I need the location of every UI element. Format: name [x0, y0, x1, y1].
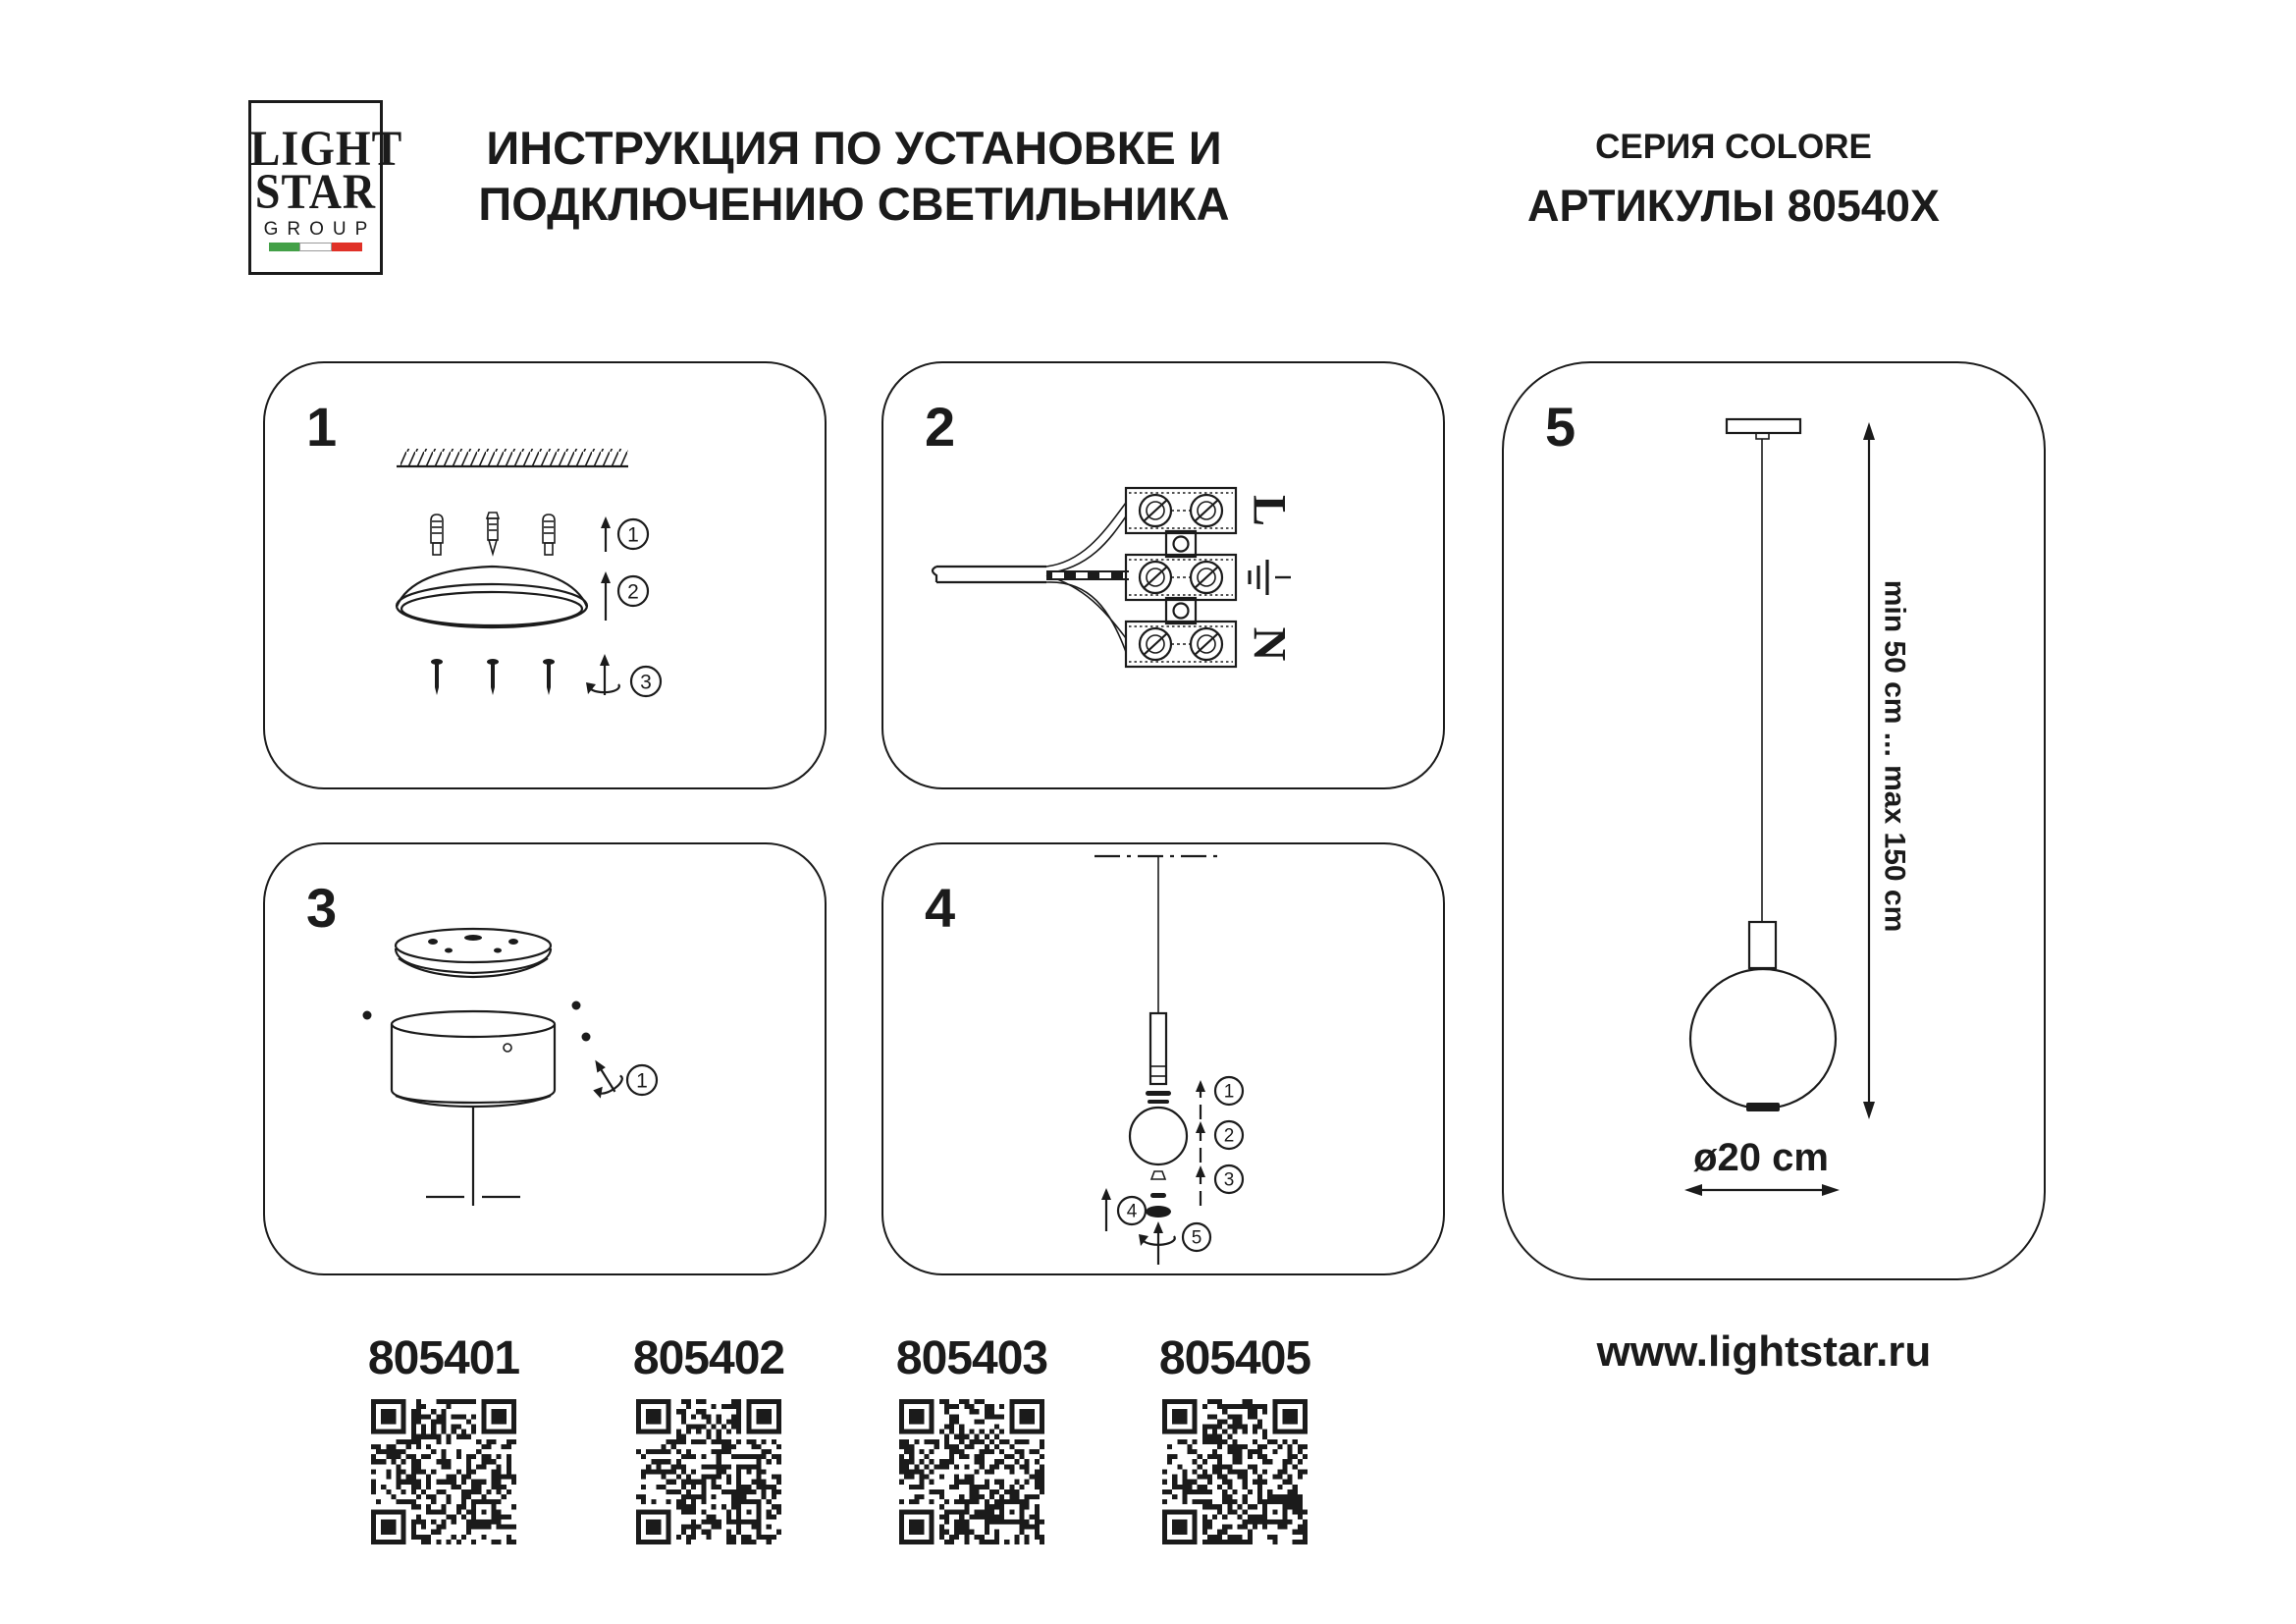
socket-icon [1749, 922, 1776, 968]
panel-5-number: 5 [1545, 396, 1576, 458]
socket-ring-icons [1146, 1091, 1171, 1104]
height-range-label: min 50 cm ... max 150 cm [1878, 579, 1911, 933]
arrow-up-icon [1196, 1080, 1205, 1206]
flag-green-segment [269, 243, 299, 251]
neutral-label: N [1243, 626, 1296, 662]
article-column [854, 1331, 1090, 1544]
step-1-label: 1 [627, 523, 639, 547]
dowel-icons [431, 513, 555, 555]
logo-word-group: GROUP [263, 219, 377, 240]
step-3-label: 3 [1223, 1169, 1235, 1191]
article-column [1117, 1331, 1353, 1544]
article-code: 805403 [895, 1332, 1048, 1384]
panel-3-diagram [265, 844, 825, 1273]
panel-2-diagram [883, 363, 1443, 787]
step-5-label: 5 [1191, 1227, 1202, 1249]
screw-dot-icons [363, 1001, 591, 1042]
panel-2-number: 2 [925, 396, 956, 458]
series-label: СЕРИЯ COLORE [1595, 128, 1872, 166]
height-dimension-arrow [1863, 422, 1875, 1119]
rotate-icon [580, 1053, 626, 1101]
step-2-label: 2 [1223, 1125, 1235, 1147]
spacer-icon [1150, 1193, 1166, 1198]
article-code: 805402 [632, 1332, 785, 1384]
step-1-label: 1 [636, 1069, 648, 1093]
arrow-up-icon [601, 516, 611, 552]
page-title [461, 120, 1247, 232]
terminal-row [1126, 555, 1236, 600]
rotate-icon [1139, 1221, 1175, 1265]
wire-icons [1046, 503, 1129, 652]
step-panel-4 [881, 842, 1445, 1275]
glass-sphere-icon [1130, 1108, 1187, 1164]
cable-icon [933, 567, 1046, 582]
canopy-plate-icon [396, 929, 551, 977]
step-panel-3 [263, 842, 827, 1275]
arrow-up-icon [1101, 1188, 1111, 1231]
website-url: www.lightstar.ru [1596, 1327, 1932, 1376]
panel-3-number: 3 [306, 877, 338, 939]
logo-word-light: LIGHT [249, 121, 403, 176]
diameter-dimension-arrow [1684, 1184, 1840, 1196]
terminal-row [1126, 488, 1236, 533]
series-block [1468, 128, 1999, 232]
qr-code-805405 [1162, 1399, 1308, 1544]
ground-icon [1250, 560, 1291, 595]
diameter-label: ø20 cm [1693, 1136, 1829, 1179]
terminal-row [1126, 622, 1236, 667]
finial-icon [1146, 1206, 1171, 1218]
rod-icon [426, 1107, 520, 1206]
step-1-label: 1 [1223, 1081, 1235, 1103]
panel-4-diagram [883, 844, 1443, 1273]
qr-code-805402 [636, 1399, 781, 1544]
flag-white-segment [299, 243, 332, 251]
article-column [326, 1331, 561, 1544]
step-3-label: 3 [640, 671, 652, 694]
glass-shade-icon [1690, 969, 1836, 1109]
flag-red-segment [332, 243, 362, 251]
ceiling-cup-icon [1727, 419, 1800, 439]
article-code: 805405 [1158, 1332, 1311, 1384]
arrow-up-icon [601, 571, 611, 621]
ceiling-plate-icon [397, 567, 587, 627]
lightstar-logo [248, 100, 403, 275]
panel-1-diagram [265, 363, 825, 787]
article-code: 805401 [367, 1332, 520, 1384]
step-2-label: 2 [627, 580, 639, 604]
terminal-block-icon [1126, 488, 1236, 667]
drum-body-icon [392, 1011, 555, 1107]
suspension-rod-icon [1150, 1013, 1166, 1084]
page-title-line1: ИНСТРУКЦИЯ ПО УСТАНОВКЕ И [486, 122, 1222, 174]
step-4-label: 4 [1126, 1201, 1138, 1222]
articles-label: АРТИКУЛЫ 80540X [1527, 181, 1940, 231]
plate-holes [428, 935, 518, 953]
ceiling-hatch-icon [397, 449, 628, 466]
page-title-line2: ПОДКЛЮЧЕНИЮ СВЕТИЛЬНИКА [478, 178, 1230, 230]
nipple-icon [1151, 1171, 1165, 1179]
italian-flag-bar [269, 243, 363, 251]
panel-5-diagram [1504, 363, 2044, 1278]
bottom-cap-icon [1746, 1103, 1780, 1111]
drum-screw-hole [504, 1044, 511, 1052]
step-panel-2 [881, 361, 1445, 789]
line-label: L [1243, 494, 1296, 527]
panel-4-number: 4 [925, 877, 956, 939]
screw-icons [431, 659, 555, 695]
logo-word-star: STAR [254, 164, 377, 219]
qr-code-805403 [899, 1399, 1044, 1544]
article-column [591, 1331, 827, 1544]
qr-code-805401 [371, 1399, 516, 1544]
panel-1-number: 1 [306, 396, 338, 458]
rotate-icon [586, 654, 619, 695]
step-panel-1 [263, 361, 827, 789]
dimensions-panel [1502, 361, 2046, 1280]
